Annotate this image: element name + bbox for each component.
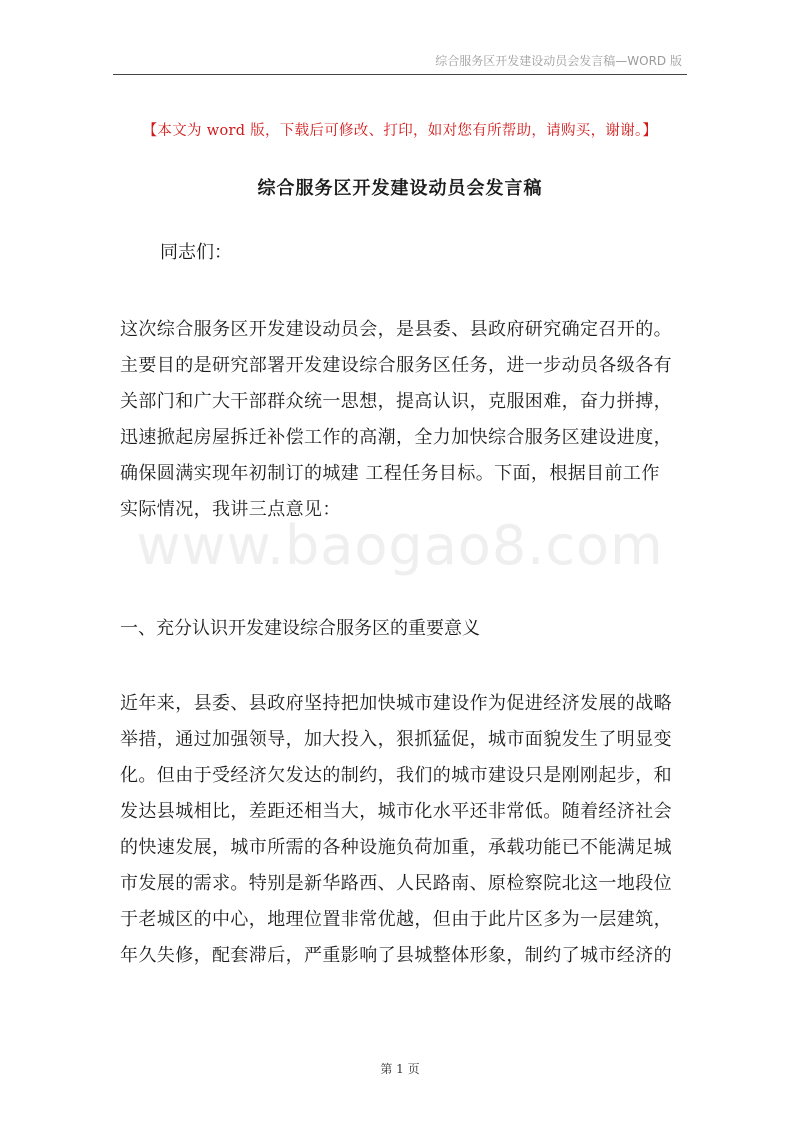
paragraph-section1-body: [120, 686, 700, 974]
purchase-notice: 【本文为 word 版，下载后可修改、打印，如对您有所帮助，请购买，谢谢。】: [142, 123, 658, 139]
salutation: 同志们：: [160, 242, 232, 263]
paragraph-line: 关部门和广大干部群众统一思想，提高认识，克服困难，奋力拼搏，: [120, 391, 672, 412]
paragraph-line: 市发展的需求。特别是新华路西、人民路南、原检察院北这一地段位: [120, 873, 672, 894]
paragraph-line: 主要目的是研究部署开发建设综合服务区任务，进一步动员各级各有: [120, 355, 672, 376]
paragraph-line: 的快速发展，城市所需的各种设施负荷加重，承载功能已不能满足城: [120, 837, 672, 858]
header-divider: [113, 74, 687, 75]
paragraph-line: 这次综合服务区开发建设动员会，是县委、县政府研究确定召开的。: [120, 319, 672, 340]
watermark: www.baogao8.com: [136, 514, 664, 577]
document-title: 综合服务区开发建设动员会发言稿: [257, 178, 543, 199]
paragraph-line: 实际情况，我讲三点意见：: [120, 499, 341, 520]
paragraph-intro: [120, 312, 700, 528]
paragraph-line: 发达县城相比，差距还相当大，城市化水平还非常低。随着经济社会: [120, 801, 672, 822]
section-heading-1: 一、充分认识开发建设综合服务区的重要意义: [120, 618, 480, 639]
page-header-text: 综合服务区开发建设动员会发言稿—WORD 版: [435, 54, 682, 68]
paragraph-line: 迅速掀起房屋拆迁补偿工作的高潮，全力加快综合服务区建设进度，: [120, 427, 672, 448]
page-number: 第 1 页: [380, 1062, 420, 1076]
paragraph-line: 于老城区的中心，地理位置非常优越，但由于此片区多为一层建筑，: [120, 909, 672, 930]
paragraph-line: 年久失修，配套滞后，严重影响了县城整体形象，制约了城市经济的: [120, 945, 672, 966]
paragraph-line: 近年来，县委、县政府坚持把加快城市建设作为促进经济发展的战略: [120, 693, 672, 714]
paragraph-line: 化。但由于受经济欠发达的制约，我们的城市建设只是刚刚起步，和: [120, 765, 672, 786]
paragraph-line: 确保圆满实现年初制订的城建 工程任务目标。下面，根据目前工作: [120, 463, 660, 484]
paragraph-line: 举措，通过加强领导，加大投入，狠抓猛促，城市面貌发生了明显变: [120, 729, 672, 750]
